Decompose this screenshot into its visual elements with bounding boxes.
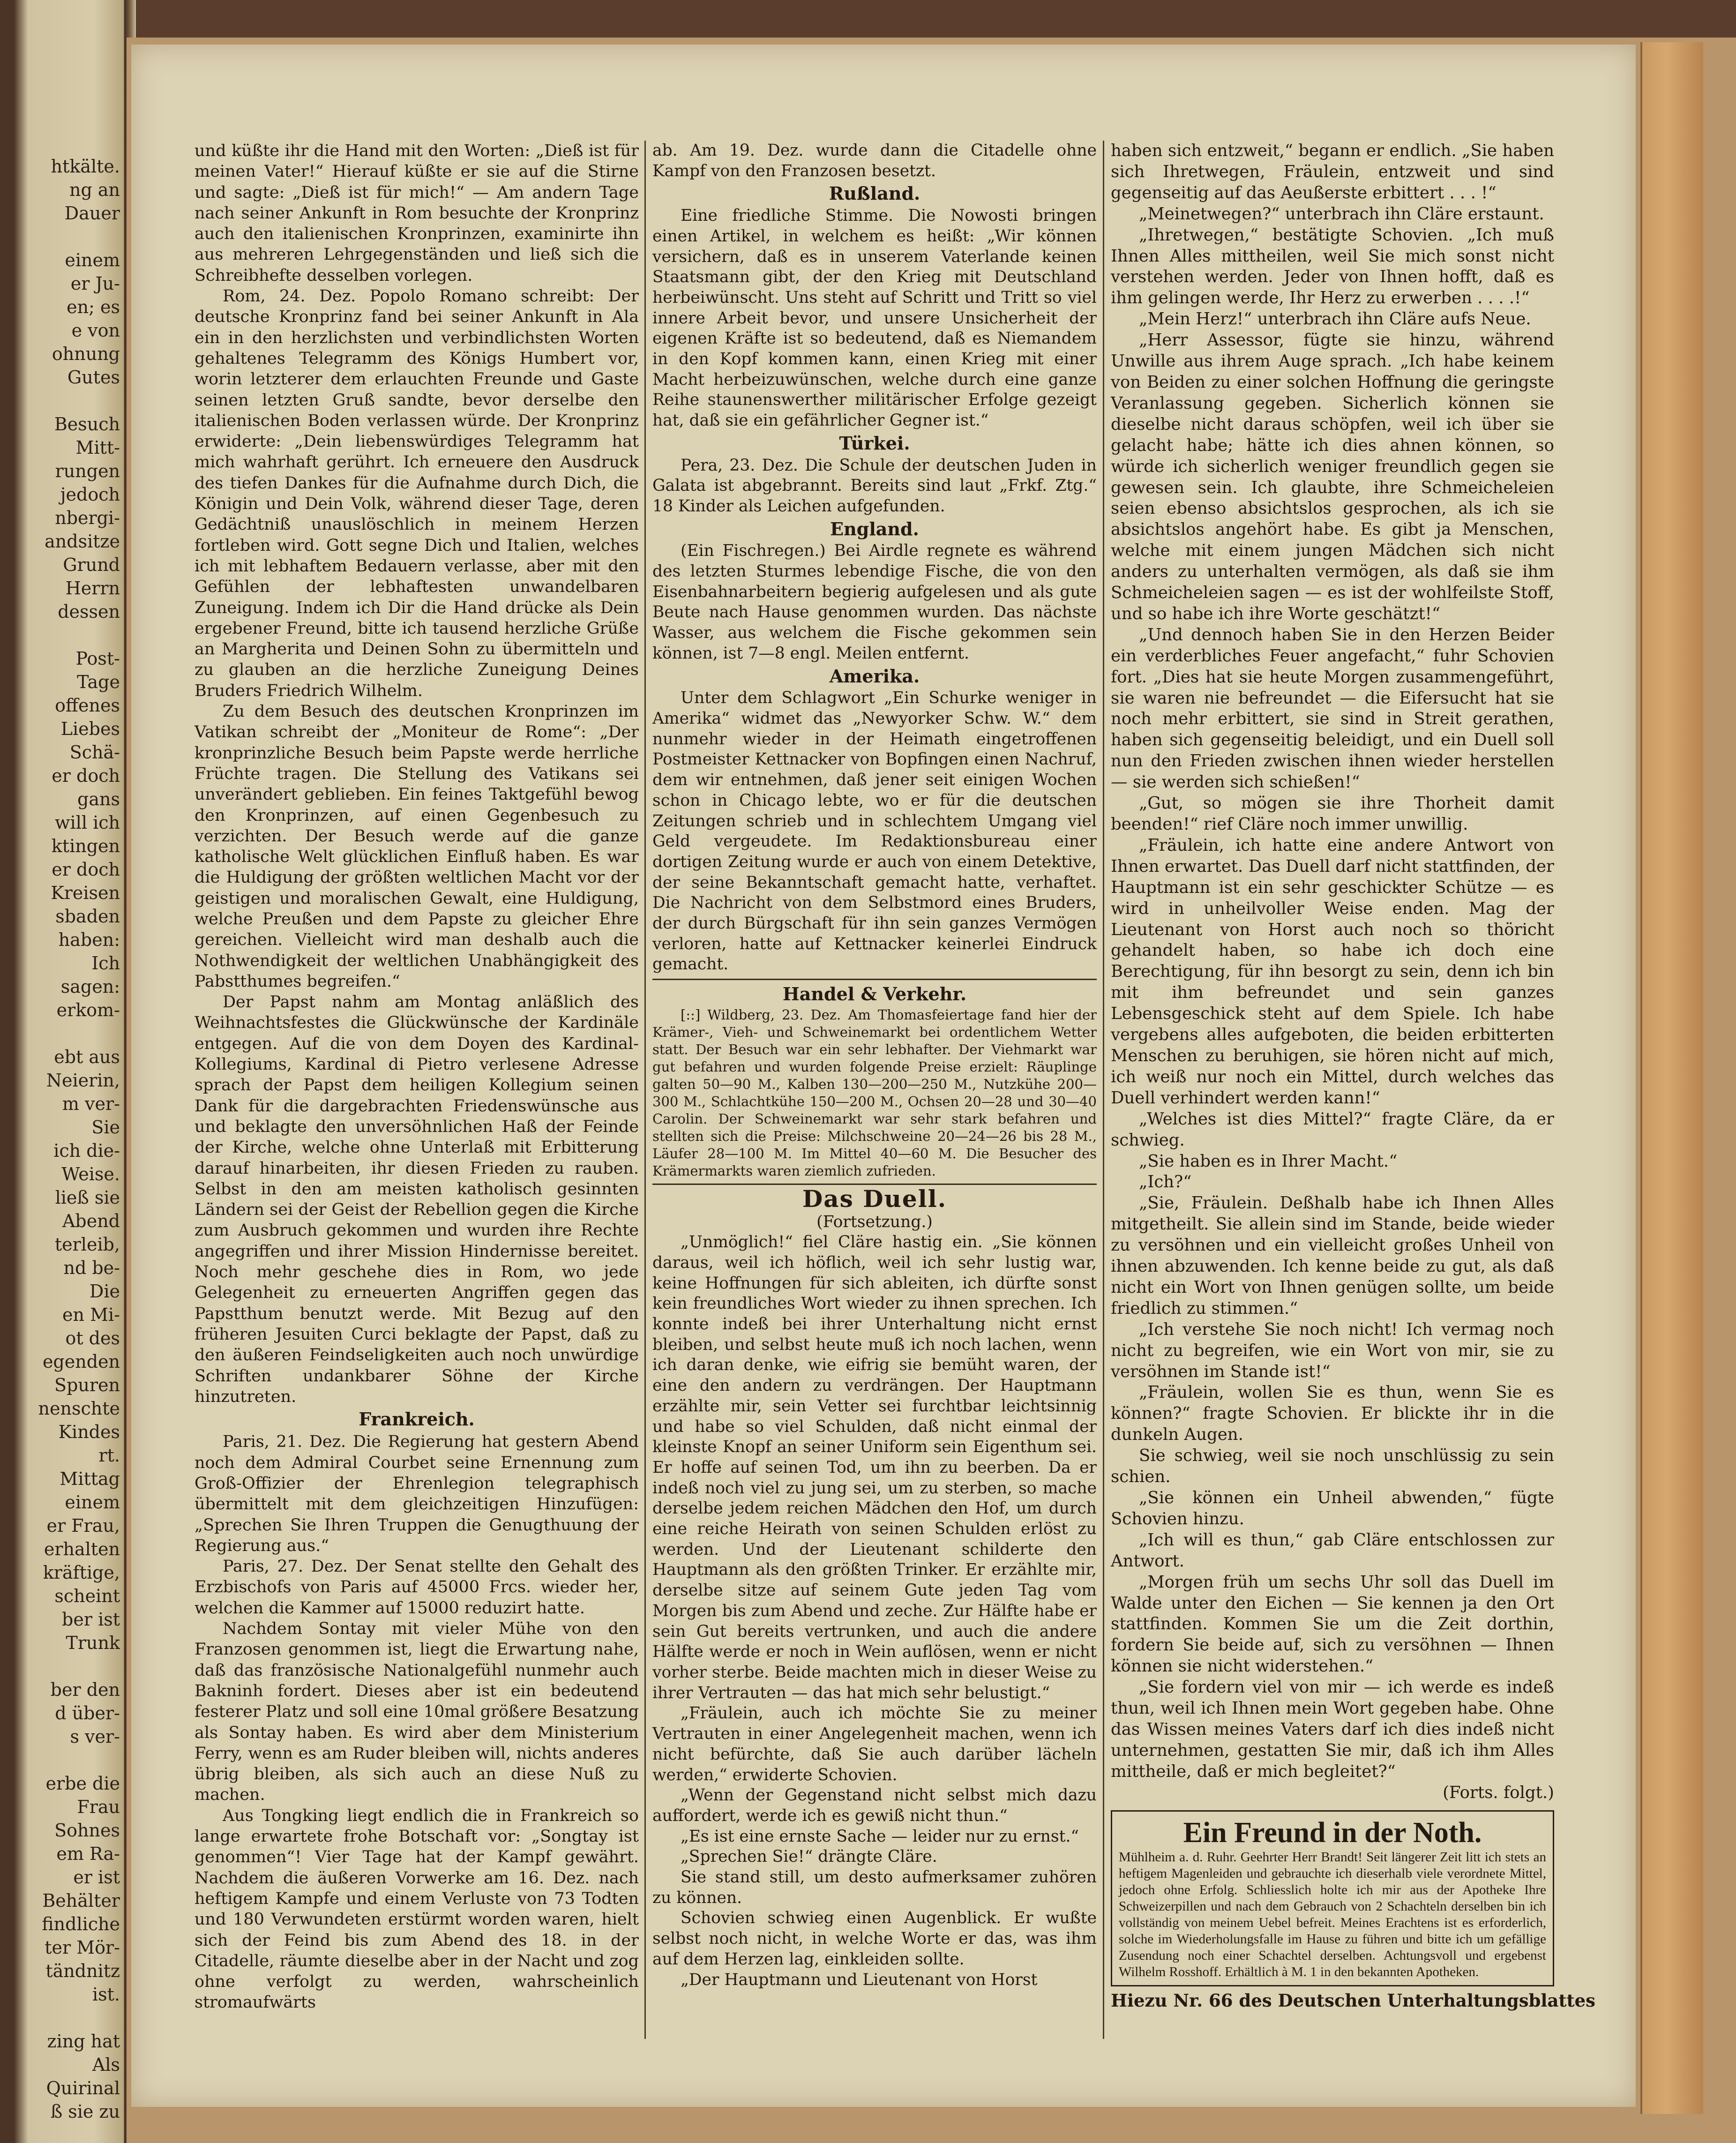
column-rule bbox=[644, 141, 646, 2039]
left-page-fragment: einem bbox=[65, 1492, 120, 1513]
advertisement-text: Mühlheim a. d. Ruhr. Geehrter Herr Brandt! Seit längerer Zeit litt ich stets an heftigem Magenleiden und gebrauchte ich dieserhalb viele verordnete Mittel, jedoch ohne Erfolg. Schliesslich holte ich mir aus der Apotheke Ihre Schweizerpillen und nach dem Gebrauch von 2 Schachteln derselben bin ich vollständig von meinem Uebel befreit. Meines Erachtens ist es erforderlich, solche im Wiederholungsfalle im Hause zu führen und bitte ich um gefällige Zusendung noch einer Schachtel derselben. Achtungsvoll und ergebenst Wilhelm Rosshoff. Erhältlich à M. 1 in den bekannten Apotheken. bbox=[1119, 1849, 1546, 1979]
paragraph: „Welches ist dies Mittel?“ fragte Cläre, da er schwieg. bbox=[1111, 1109, 1554, 1150]
left-page-fragment: nenschte bbox=[38, 1398, 120, 1419]
left-page-fragment: jedoch bbox=[60, 484, 120, 505]
paragraph: „Der Hauptmann und Lieutenant von Horst bbox=[681, 1970, 1038, 1989]
paragraph: „Sie, Fräulein. Deßhalb habe ich Ihnen Alles mitgetheilt. Sie allein sind im Stande, beide wieder zu versöhnen und ein vielleicht großes Unheil von ihnen abzuwenden. Ich kenne beide zu gut, als daß nicht ein Wort von Ihnen genügen sollte, um beide friedlich zu stimmen.“ bbox=[1111, 1193, 1554, 1318]
left-page-fragment: ß sie zu bbox=[50, 2101, 120, 2122]
paragraph: Sie schwieg, weil sie noch unschlüssig zu sein schien. bbox=[1111, 1446, 1554, 1487]
left-page-text-fragments bbox=[12, 155, 120, 2123]
paragraph: ab. Am 19. Dez. wurde dann die Citadelle ohne Kampf von den Franzosen besetzt. bbox=[652, 141, 1097, 180]
paragraph: [::] Wildberg, 23. Dez. Am Thomasfeiertage fand hier der Krämer-, Vieh- und Schweinemarkt bei ordentlichem Wetter statt. Der Besuch war ein sehr lebhafter. Der Viehmarkt war gut befahren und wurden folgende Preise erzielt: Räuplinge galten 50—90 M., Kalben 130—200—250 M., Nutzkühe 200—300 M., Schlachtkühe 150—200 M., Ochsen 20—28 und 30—40 Carolin. Der Schweinemarkt war sehr stark befahren und stellten sich die Preise: Milchschweine 20—24—26 bis 28 M., Läufer 28—100 M. Im Mittel 40—60 M. Die Besucher des Krämermarkts waren ziemlich zufrieden. bbox=[652, 1006, 1097, 1179]
left-page-fragment: Mittag bbox=[60, 1469, 120, 1489]
left-page-fragment: offenes bbox=[55, 695, 120, 716]
left-page-fragment: Kindes bbox=[58, 1422, 120, 1442]
paragraph: und küßte ihr die Hand mit den Worten: „Dieß ist für meinen Vater!“ Hierauf küßte er sie auf die Stirne und sagte: „Dieß ist für mich!“ — Am andern Tage nach seiner Ankunft in Rom besuchte der Kronprinz auch den italienischen Kronprinzen, examinirte ihn aus mehreren Lehrgegenständen und ließ sich die Schreibhefte desselben vorlegen. bbox=[195, 142, 639, 285]
left-page-fragment: nd be- bbox=[63, 1258, 120, 1278]
left-page-fragment: Schä- bbox=[69, 742, 120, 763]
left-page-fragment: haben: bbox=[58, 929, 120, 950]
advertisement bbox=[1111, 1810, 1554, 1986]
column-2 bbox=[652, 141, 1097, 1990]
left-page-fragment: kräftige, bbox=[43, 1562, 120, 1583]
left-page-fragment: ich die- bbox=[53, 1140, 120, 1161]
paragraph: „Ich will es thun,“ gab Cläre entschlossen zur Antwort. bbox=[1111, 1530, 1554, 1571]
left-page-fragment: Behälter bbox=[42, 1890, 120, 1911]
left-page-fragment: ber ist bbox=[62, 1609, 120, 1630]
paragraph: „Herr Assessor, fügte sie hinzu, während Unwille aus ihrem Auge sprach. „Ich habe keinem von Beiden zu einer solchen Hoffnung die geringste Veranlassung gegeben. Sicherlich können sie dieselbe nicht daraus schöpfen, weil ich über sie gelacht habe; hätte ich dies ahnen können, so würde ich sicherlich weniger freundlich gegen sie gewesen sein. Ich glaubte, ihre Schmeicheleien seien ebenso absichtslos gesprochen, als ich sie absichtslos angehört habe. Es gibt ja Menschen, welche mit einem jungen Mädchen sich nicht anders zu unterhalten vermögen, als daß sie ihm Schmeicheleien sagen — es ist der wohlfeilste Stoff, und so habe ich ihre Worte geschätzt!“ bbox=[1111, 330, 1554, 623]
paragraph: „Unmöglich!“ fiel Cläre hastig ein. „Sie können daraus, weil ich höflich, weil ich sehr lustig war, keine Hoffnungen für sich ableiten, ich dürfte sonst kein freundliches Wort wieder zu ihnen sprechen. Ich konnte indeß bei ihrer Unterhaltung nicht ernst bleiben, und selbst heute muß ich noch lachen, wenn ich daran denke, wie eifrig sie bemüht waren, der eine den andern zu verdrängen. Der Hauptmann erzählte mir, sein Vetter sei furchtbar leichtsinnig und habe so viel Schulden, daß nicht einmal der kleinste Knopf an seiner Uniform sein Eigenthum sei. Er hoffe auf seinen Tod, um ihn zu beerben. Da er indeß noch viel zu jung sei, um zu sterben, so mache derselbe jedem reichen Mädchen den Hof, um durch eine reiche Heirath von seinen Schulden erlöst zu werden. Und der Lieutenant schilderte den Hauptmann als den größten Trinker. Er erzählte mir, derselbe sitze auf seinem Gute jeden Tag vom Morgen bis zum Abend und zeche. Zur Hälfte habe er sein Gut bereits vertrunken, und auch die andere Hälfte werde er noch in Wein auflösen, wenn er nicht vorher sterbe. Beide machten mich in dieser Weise zu ihrer Vertrauten — das hat mich sehr belustigt.“ bbox=[652, 1233, 1097, 1702]
paragraph: Paris, 27. Dez. Der Senat stellte den Gehalt des Erzbischofs von Paris auf 45000 Frcs. wieder her, welchen die Kammer auf 15000 reduzirt hatte. bbox=[195, 1557, 639, 1618]
left-page-fragment: ter Mör- bbox=[45, 1937, 120, 1958]
left-page-fragment: gans bbox=[77, 789, 120, 809]
paragraph: „Fräulein, wollen Sie es thun, wenn Sie es können?“ fragte Schovien. Er blickte ihr in die dunkeln Augen. bbox=[1111, 1383, 1554, 1445]
left-page-fragment: Sie bbox=[91, 1117, 120, 1138]
left-page bbox=[0, 0, 127, 2143]
section-heading: Türkei. bbox=[839, 432, 910, 454]
left-page-fragment: Liebes bbox=[60, 719, 120, 739]
left-page-fragment: erkom- bbox=[56, 1000, 120, 1020]
left-page-fragment: ber den bbox=[50, 1679, 120, 1700]
left-page-fragment bbox=[12, 1022, 120, 1045]
paragraph: „Und dennoch haben Sie in den Herzen Beider ein verderbliches Feuer angefacht,“ fuhr Schovien fort. „Dies hat sie heute Morgen zusammengeführt, sie waren nie befreundet — die Eifersucht hat sie noch mehr erbittert, sie sind in Streit gerathen, haben sich gegenseitig beleidigt, und ein Duell soll nun den Frieden zwischen ihnen wieder herstellen — sie werden sich schießen!“ bbox=[1111, 625, 1554, 792]
left-page-fragment: er Frau, bbox=[46, 1515, 120, 1536]
left-page-fragment bbox=[12, 389, 120, 412]
left-page-fragment: Dauer bbox=[64, 203, 120, 224]
left-page-fragment: s ver- bbox=[70, 1726, 120, 1747]
left-page-fragment: Tage bbox=[77, 672, 120, 692]
left-page-fragment: egenden bbox=[42, 1351, 120, 1372]
paragraph: „Ihretwegen,“ bestätigte Schovien. „Ich muß Ihnen Alles mittheilen, weil Sie mich sonst nicht verstehen werden. Jeder von Ihnen hofft, daß es ihm gelingen werde, Ihr Herz zu erwerben . . . .!“ bbox=[1111, 225, 1554, 308]
paragraph: „Fräulein, ich hatte eine andere Antwort von Ihnen erwartet. Das Duell darf nicht stattfinden, der Hauptmann ist ein sehr geschickter Schütze — es wird in unheilvoller Weise enden. Mag der Lieutenant von Horst auch noch so thöricht gehandelt haben, so habe ich doch eine Berechtigung, für ihn besorgt zu sein, denn ich bin mit ihm befreundet und sein ganzes Lebensgeschick steht auf dem Spiele. Ich habe vergebens alles aufgeboten, die beiden erbitterten Menschen zu beruhigen, sie hören nicht auf mich, ich weiß nur noch ein Mittel, durch welches das Duell verhindert werden kann!“ bbox=[1111, 835, 1554, 1108]
left-page-fragment: ohnung bbox=[52, 344, 120, 364]
left-page-fragment: ebt aus bbox=[54, 1047, 120, 1067]
story-title: Das Duell. bbox=[802, 1184, 947, 1213]
left-page-fragment bbox=[12, 1748, 120, 1772]
section-heading: Handel & Verkehr. bbox=[782, 983, 967, 1005]
left-page-fragment: ließ sie bbox=[55, 1187, 120, 1208]
paragraph: Pera, 23. Dez. Die Schule der deutschen Juden in Galata ist abgebrannt. Bereits sind laut „Frkf. Ztg.“ 18 Kinder als Leichen aufgefunden. bbox=[652, 456, 1097, 516]
left-page-fragment: ot des bbox=[65, 1328, 120, 1349]
column-rule bbox=[1103, 141, 1104, 2039]
left-page-fragment: dessen bbox=[58, 601, 120, 622]
paragraph: haben sich entzweit,“ begann er endlich. „Sie haben sich Ihretwegen, Fräulein, entzweit und sind gegenseitig auf das Aeußerste erbittert . . . !“ bbox=[1111, 141, 1554, 202]
section-heading: Frankreich. bbox=[359, 1409, 475, 1430]
left-page-fragment: rt. bbox=[98, 1445, 120, 1466]
left-page-fragment: Spuren bbox=[54, 1375, 120, 1395]
left-page-fragment: Als bbox=[92, 2054, 120, 2075]
left-page-fragment: em Ra- bbox=[56, 1843, 120, 1864]
left-page-fragment: d über- bbox=[55, 1703, 120, 1723]
story-subtitle: (Fortsetzung.) bbox=[816, 1212, 933, 1231]
supplement-note: Hiezu Nr. 66 des Deutschen Unterhaltungsblattes bbox=[1111, 1990, 1595, 2011]
left-page-fragment: findliche bbox=[42, 1914, 120, 1934]
left-page-fragment bbox=[12, 1655, 120, 1678]
paragraph: „Sie fordern viel von mir — ich werde es indeß thun, weil ich Ihnen mein Wort gegeben habe. Ohne das Wissen meines Vaters darf ich dies indeß nicht unternehmen, gestatten Sie mir, daß ich ihm Alles mittheile, daß er mich begleitet?“ bbox=[1111, 1678, 1554, 1781]
left-page-fragment: sbaden bbox=[55, 906, 120, 927]
paragraph: „Fräulein, auch ich möchte Sie zu meiner Vertrauten in einer Angelegenheit machen, wenn ich nicht befürchte, daß Sie auch darüber lächeln werden,“ erwiderte Schovien. bbox=[652, 1704, 1097, 1784]
left-page-fragment: einem bbox=[65, 250, 120, 270]
left-page-fragment: scheint bbox=[54, 1586, 120, 1606]
paragraph: Schovien schwieg einen Augenblick. Er wußte selbst noch nicht, in welche Worte er das, was ihm auf dem Herzen lag, einkleiden sollte. bbox=[652, 1909, 1097, 1969]
left-page-fragment: er doch bbox=[52, 859, 120, 880]
paragraph: Sie stand still, um desto aufmerksamer zuhören zu können. bbox=[652, 1868, 1097, 1907]
section-heading: Amerika. bbox=[829, 665, 920, 687]
left-page-fragment: Grund bbox=[63, 554, 120, 575]
continuation-note: (Forts. folgt.) bbox=[1443, 1783, 1554, 1802]
left-page-fragment: nbergi- bbox=[55, 508, 120, 528]
section-heading: England. bbox=[830, 518, 919, 539]
left-page-fragment: en Mi- bbox=[62, 1304, 120, 1325]
paragraph: „Meinetwegen?“ unterbrach ihn Cläre erstaunt. bbox=[1139, 204, 1544, 224]
paragraph: „Ich verstehe Sie noch nicht! Ich vermag noch nicht zu begreifen, wie ein Wort von mir, sie zu versöhnen im Stande ist!“ bbox=[1111, 1319, 1554, 1381]
paragraph: „Sie können ein Unheil abwenden,“ fügte Schovien hinzu. bbox=[1111, 1488, 1554, 1529]
paragraph: „Gut, so mögen sie ihre Thorheit damit beenden!“ rief Cläre noch immer unwillig. bbox=[1111, 794, 1554, 834]
paragraph: „Morgen früh um sechs Uhr soll das Duell im Walde unter den Eichen — Sie kennen ja den Ort stattfinden. Kommen Sie um die Zeit dorthin, fordern Sie beide auf, sich zu versöhnen — Ihnen können sie nicht widerstehen.“ bbox=[1111, 1572, 1554, 1676]
left-page-fragment: m ver- bbox=[62, 1094, 120, 1114]
left-page-fragment: Sohnes bbox=[54, 1820, 120, 1841]
paragraph: Eine friedliche Stimme. Die Nowosti bringen einen Artikel, in welchem es heißt: „Wir können versichern, daß es in unserem Vaterlande keinen Staatsmann gibt, der den Krieg mit Deutschland herbeiwünscht. Uns steht auf Schritt und Tritt so viel innere Arbeit bevor, und unsere Unsicherheit der eigenen Kräfte ist so bedeutend, daß es Niemandem in den Kopf kommen kann, einen Krieg mit einer Macht herbeizuwünschen, welche durch eine ganze Reihe staunenswerther militärischer Erfolge gezeigt hat, daß sie ein gefährlicher Gegner ist.“ bbox=[652, 206, 1097, 430]
left-page-fragment: Post- bbox=[75, 648, 120, 669]
left-page-fragment: er Ju- bbox=[70, 273, 120, 294]
section-heading: Rußland. bbox=[829, 183, 920, 204]
paragraph: Rom, 24. Dez. Popolo Romano schreibt: Der deutsche Kronprinz fand bei seiner Ankunft in Ala ein in den herzlichsten und verbindlichsten Worten gehaltenes Telegramm des Königs Humbert vor, worin letzterer dem erlauchten Freunde und Gaste seinen letzten Gruß sandte, bevor derselbe den italienischen Boden verlassen würde. Der Kronprinz erwiderte: „Dein liebenswürdiges Telegramm hat mich wahrhaft gerührt. Ich erneuere den Ausdruck des tiefen Dankes für die Aufnahme durch Dich, die Königin und Dein Volk, während dieser Tage, deren Gedächtniß unauslöschlich in meinem Herzen fortleben wird. Gott segne Dich und Italien, welches ich mit lebhaftem Bedauern verlasse, aber mit den Gefühlen der lebhaftesten unwandelbaren Zuneigung. Indem ich Dir die Hand drücke als Dein ergebener Freund, bitte ich tausend herzliche Grüße an Margherita und Deinen Sohn zu übermitteln und zu glauben an die herzliche Zuneigung Deines Bruders Friedrich Wilhelm. bbox=[195, 287, 639, 700]
left-page-fragment: Die bbox=[89, 1281, 120, 1302]
left-page-fragment: Ich bbox=[91, 953, 120, 974]
left-page-fragment bbox=[12, 225, 120, 248]
left-page-fragment: Trunk bbox=[66, 1633, 120, 1653]
paragraph: „Wenn der Gegenstand nicht selbst mich dazu auffordert, werde ich es gewiß nicht thun.“ bbox=[652, 1786, 1097, 1825]
left-page-fragment: rungen bbox=[55, 461, 120, 481]
paragraph: Der Papst nahm am Montag anläßlich des Weihnachtsfestes die Glückwünsche der Kardinäle entgegen. Auf die von dem Doyen des Kardinal-Kollegiums, Kardinal di Pietro verlesene Adresse sprach der Papst dem heiligen Kollegium seinen Dank für die dargebrachten Friedenswünsche aus und beklagte den unversöhnlichen Haß der Feinde der Kirche, welche ohne Unterlaß mit Erbitterung darauf hinarbeiten, ihr diesen Frieden zu rauben. Selbst in den am meisten katholisch gesinnten Ländern sei der Geist der Rebellion gegen die Kirche zum Ausbruch gekommen und wurden ihre Rechte angegriffen und ihrer Mission Hindernisse bereitet. Noch mehr geschehe dies in Rom, wo jede Gelegenheit zu erneuerten Angriffen gegen das Papstthum benutzt werde. Mit Bezug auf den früheren Jesuiten Curci beklagte der Papst, daß zu den äußeren Feindseligkeiten auch noch unwürdige Schriften undankbarer Söhne der Kirche hinzutreten. bbox=[195, 993, 639, 1406]
advertisement-title: Ein Freund in der Noth. bbox=[1183, 1816, 1482, 1849]
left-page-fragment: andsitze bbox=[45, 531, 120, 552]
paragraph: „Sie haben es in Ihrer Macht.“ bbox=[1139, 1151, 1398, 1171]
paragraph: Zu dem Besuch des deutschen Kronprinzen im Vatikan schreibt der „Moniteur de Rome“: „Der kronprinzliche Besuch beim Papste werde herrliche Früchte tragen. Die Stellung des Vatikans sei unverändert geblieben. Ein feines Taktgefühl bewog den Kronprinzen, auf einen Gegenbesuch zu verzichten. Der Besuch werde auf die ganze katholische Welt glücklichen Einfluß haben. Es war die Huldigung der größten weltlichen Macht vor der geistigen und moralischen Gewalt, eine Huldigung, welche Preußen und dem Papste zu gleicher Ehre gereichen. Vielleicht wird man deshalb auch die Nothwendigkeit der weltlichen Unabhängigkeit des Pabstthumes begreifen.“ bbox=[195, 702, 639, 991]
left-page-fragment: tändnitz bbox=[45, 1961, 120, 1981]
left-page-fragment: Kreisen bbox=[51, 883, 120, 903]
left-page-fragment: Quirinal bbox=[46, 2078, 120, 2098]
left-page-fragment: Weise. bbox=[61, 1164, 120, 1184]
left-page-fragment: Frau bbox=[77, 1797, 120, 1817]
left-page-fragment: zing hat bbox=[47, 2031, 120, 2052]
paragraph: „Ich?“ bbox=[1139, 1172, 1192, 1192]
paragraph: (Ein Fischregen.) Bei Airdle regnete es während des letzten Sturmes lebendige Fische, die von den Eisenbahnarbeitern begierig aufgelesen und als gute Beute nach Hause genommen wurden. Das nächste Wasser, aus welchem die Fische gekommen sein können, ist 7—8 engl. Meilen entfernt. bbox=[652, 541, 1097, 663]
left-page-fragment: ktingen bbox=[51, 836, 120, 856]
left-page-fragment bbox=[12, 623, 120, 647]
left-page-fragment: er ist bbox=[73, 1867, 120, 1888]
left-page-fragment: erbe die bbox=[45, 1773, 120, 1794]
left-page-fragment bbox=[12, 2006, 120, 2030]
left-page-fragment: erhalten bbox=[44, 1539, 120, 1559]
paragraph: Unter dem Schlagwort „Ein Schurke weniger in Amerika“ widmet das „Newyorker Schw. W.“ dem nunmehr wieder in der Heimath eingetroffenen Postmeister Kettnacker von Bopfingen einen Nachruf, dem wir entnehmen, daß jener seit einigen Wochen schon in Chicago lebte, wo er für die deutschen Zeitungen schrieb und in schlechtem Umgang viel Geld vergeudete. Im Redaktionsbureau einer dortigen Zeitung wurde er auch von einem Detektive, der seine Bekanntschaft gemacht hatte, verhaftet. Die Nachricht von dem Selbstmord eines Bruders, der durch Bürgschaft für ihn sein ganzes Vermögen verloren, hatte auf Kettnacker keinerlei Eindruck gemacht. bbox=[652, 689, 1097, 974]
left-page-fragment: htkälte. bbox=[51, 156, 120, 177]
left-page-fragment: ng an bbox=[69, 180, 120, 200]
left-page-fragment: Abend bbox=[62, 1211, 120, 1231]
left-page-fragment: Neierin, bbox=[46, 1070, 120, 1091]
left-page-fragment: er doch bbox=[52, 765, 120, 786]
left-page-fragment: en; es bbox=[67, 297, 120, 317]
book-edge bbox=[1640, 42, 1703, 2114]
divider bbox=[652, 979, 1097, 980]
left-page-fragment: will ich bbox=[55, 812, 120, 833]
paragraph: Aus Tongking liegt endlich die in Frankreich so lange erwartete frohe Botschaft vor: „Songtay ist genommen“! Vier Tage hat der Kampf gewährt. Nachdem die äußeren Vorwerke am 16. Dez. nach heftigem Kampfe und einem Verluste von 73 Todten und 180 Verwundeten erstürmt worden waren, hielt sich der Feind bis zum Abend des 18. in der Citadelle, räumte dieselbe aber in der Nacht und zog ohne verfolgt zu werden, wahrscheinlich stromaufwärts bbox=[195, 1806, 639, 2012]
column-3 bbox=[1111, 141, 1595, 2011]
paragraph: Paris, 21. Dez. Die Regierung hat gestern Abend noch dem Admiral Courbet seine Ernennung zum Groß-Offizier der Ehrenlegion telegraphisch übermittelt mit dem gleichzeitigen Hinzufügen: „Sprechen Sie Ihren Truppen die Genugthuung der Regierung aus.“ bbox=[195, 1432, 639, 1555]
left-page-fragment: terleib, bbox=[54, 1234, 120, 1255]
left-page-fragment: sagen: bbox=[60, 976, 120, 997]
left-page-fragment: Herrn bbox=[65, 578, 120, 599]
left-page-fragment: ist. bbox=[92, 1984, 120, 2005]
paragraph: „Sprechen Sie!“ drängte Cläre. bbox=[681, 1847, 937, 1866]
paragraph: Nachdem Sontay mit vieler Mühe von den Franzosen genommen ist, liegt die Erwartung nahe, daß das französische Nationalgefühl nunmehr auch Bakninh fordert. Dieses aber ist ein bedeutend festerer Platz und soll eine 10mal größere Besatzung als Sontay haben. Es wird aber dem Ministerium Ferry, wenn es am Ruder bleiben will, nichts anderes übrig bleiben, als sich auch an diese Nuß zu machen. bbox=[195, 1619, 639, 1805]
left-page-fragment: e von bbox=[71, 320, 120, 341]
left-page-fragment: Mitt- bbox=[75, 437, 120, 458]
left-page-fragment: Gutes bbox=[67, 367, 120, 388]
left-page-fragment: Besuch bbox=[54, 414, 120, 435]
column-1 bbox=[195, 141, 639, 2013]
paragraph: „Es ist eine ernste Sache — leider nur zu ernst.“ bbox=[681, 1827, 1079, 1846]
paragraph: „Mein Herz!“ unterbrach ihn Cläre aufs Neue. bbox=[1139, 309, 1531, 329]
